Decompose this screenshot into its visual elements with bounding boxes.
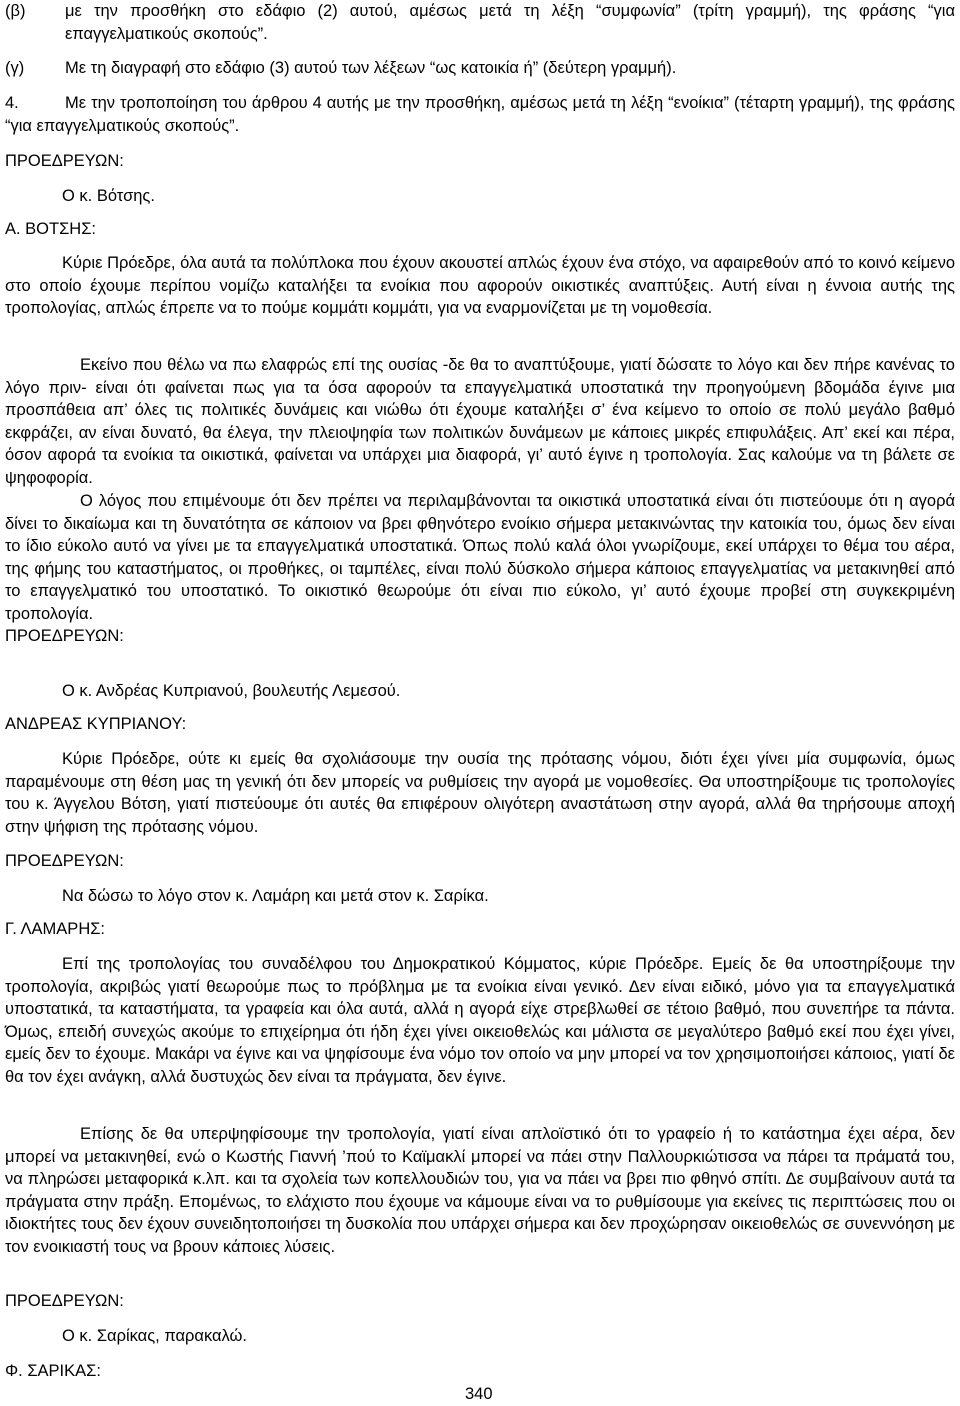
- speaker-label: Α. ΒΟΤΣΗΣ:: [5, 220, 96, 238]
- speaker-label: Φ. ΣΑΡΙΚΑΣ:: [5, 1362, 101, 1380]
- paragraph: Επίσης δε θα υπερψηφίσουμε την τροπολογία, γιατί είναι απλοϊστικό ότι το γραφείο ή το κατάστημα έχει αέρα, δεν μπορεί να μετακινηθεί, ενώ ο Κωστής Γιαννή ’πού το Καϊμακλί μπορεί να πάει στην Παλλουρκιώτισσα να πάρει τα πράματά του, να πληρώσει μεταφορικά κ.λπ. και τα σχολεία των κοπελλουδιών του, για να πάει να βρει πιο φθηνό σπίτι. Δε συμβαίνουν αυτά τα πράγματα στην πράξη. Επομένως, το ελάχιστο που έχουμε να κάμουμε είναι να το ρυθμίσουμε για εκείνες τις περιπτώσεις που οι ιδιοκτήτες τους δεν έχουν συνειδητοποιήσει τη δυσκολία που υπάρχει σήμερα και δεν προχώρησαν οικειοθελώς σε συνεννόηση με τον ενοικιαστή τους να βρουν κάποιες λύσεις.: [5, 1125, 955, 1256]
- paragraph: Κύριε Πρόεδρε, ούτε κι εμείς θα σχολιάσουμε την ουσία της πρότασης νόμου, διότι έχει γίνει μία συμφωνία, όμως παραμένουμε στη θέση μας τη γενική ότι δεν μπορείς να ρυθμίσεις την αγορά με νομοθεσίες. Θα υποστηρίξουμε τις τροπολογίες του κ. Άγγελου Βότση, γιατί πιστεύουμε ότι αυτές θα επιφέρουν ολιγότερη αναστάτωση στην αγορά, αλλά θα τηρήσουμε αποχή στην ψήφιση της πρότασης νόμου.: [5, 750, 955, 836]
- paragraph: Εκείνο που θέλω να πω ελαφρώς επί της ουσίας -δε θα το αναπτύξουμε, γιατί δώσατε το λόγο και δεν πήρε κανένας το λόγο πριν- είναι ότι φαίνεται πως για τα όσα αφορούν τα επαγγελματικά υποστατικά την προηγούμενη βδομάδα έγινε μια προσπάθεια απ’ όλες τις πολιτικές δυνάμεις και νιώθω ότι έχουμε καταλήξει σ’ ένα κείμενο το οποίο σε πολύ μεγάλο βαθμό εκφράζει, αν είναι δυνατό, θα έλεγα, την πλειοψηφία των πολιτικών δυνάμεων με κάποιες μικρές επιφυλάξεις. Απ’ εκεί και πέρα, όσον αφορά τα ενοίκια τα οικιστικά, φαίνεται να υπάρχει μια διαφορά, γι’ αυτό έγινε η τροπολογία. Σας καλούμε να τη βάλετε σε ψηφοφορία.: [5, 356, 955, 487]
- chair-statement: Να δώσω το λόγο στον κ. Λαμάρη και μετά στον κ. Σαρίκα.: [62, 887, 489, 905]
- page-number: 340: [465, 1385, 493, 1403]
- paragraph: Κύριε Πρόεδρε, όλα αυτά τα πολύπλοκα που έχουν ακουστεί απλώς έχουν ένα στόχο, να αφαιρεθούν από το κοινό κείμενο στο οποίο έχουμε περίπου νομίζω καταλήξει τα ενοίκια που αφορούν οικιστικές αναπτύξεις. Αυτή είναι η έννοια αυτής της τροπολογίας, απλώς έπρεπε να το πούμε κομμάτι κομμάτι, για να εναρμονίζεται με τη νομοθεσία.: [5, 254, 955, 317]
- speaker-label: ΠΡΟΕΔΡΕΥΩΝ:: [5, 627, 124, 645]
- item-label: (γ): [5, 59, 25, 77]
- chair-statement: Ο κ. Ανδρέας Κυπριανού, βουλευτής Λεμεσού.: [62, 682, 401, 700]
- speaker-label: ΠΡΟΕΔΡΕΥΩΝ:: [5, 852, 124, 870]
- item-label: (β): [5, 2, 26, 20]
- chair-statement: Ο κ. Σαρίκας, παρακαλώ.: [62, 1327, 248, 1345]
- item-label: 4.: [5, 94, 19, 112]
- item-text: με την προσθήκη στο εδάφιο (2) αυτού, αμέσως μετά τη λέξη “συμφωνία” (τρίτη γραμμή), της φράσης “για επαγγελματικούς σκοπούς”.: [65, 2, 955, 43]
- item-text: Με τη διαγραφή στο εδάφιο (3) αυτού των λέξεων “ως κατοικία ή” (δεύτερη γραμμή).: [65, 59, 677, 77]
- item-text: Με την τροποποίηση του άρθρου 4 αυτής με την προσθήκη, αμέσως μετά τη λέξη “ενοίκια” (τέταρτη γραμμή), της φράσης “για επαγγελματικούς σκοπούς”.: [5, 94, 955, 135]
- speaker-label: Γ. ΛΑΜΑΡΗΣ:: [5, 920, 106, 938]
- speaker-label: ΑΝΔΡΕΑΣ ΚΥΠΡΙΑΝΟΥ:: [5, 715, 187, 733]
- speaker-label: ΠΡΟΕΔΡΕΥΩΝ:: [5, 152, 124, 170]
- paragraph: Επί της τροπολογίας του συναδέλφου του Δημοκρατικού Κόμματος, κύριε Πρόεδρε. Εμείς δε θα υποστηρίξουμε την τροπολογία, ακριβώς γιατί θεωρούμε πως το πρόβλημα με τα ενοίκια είναι γενικό. Δεν είναι ειδικό, μόνο για τα επαγγελματικά υποστατικά, τα καταστήματα, τα γραφεία και όλα αυτά, αλλά η αγορά είχε στρεβλωθεί σε τέτοιο βαθμό, που συνεπήρε τα πάντα. Όμως, επειδή συνεχώς ακούμε το επιχείρημα ότι ήδη έχει γίνει οικειοθελώς και μάλιστα σε μεγαλύτερο βαθμό εκεί που έχει γίνει, εμείς δεν το έχουμε. Μακάρι να έγινε και να ψηφίσουμε ένα νόμο τον οποίο να μην μπορεί να τον χρησιμοποιήσει κάποιος, γιατί δε θα τον έχει ανάγκη, αλλά δυστυχώς δεν είναι τα πράγματα, δεν έγινε.: [5, 955, 955, 1086]
- paragraph: Ο λόγος που επιμένουμε ότι δεν πρέπει να περιλαμβάνονται τα οικιστικά υποστατικά είναι ότι πιστεύουμε ότι η αγορά δίνει το δικαίωμα και τη δυνατότητα σε κάποιον να βρει φθηνότερο ενοίκιο σήμερα μετακινώντας την κατοικία του, όμως δεν είναι το ίδιο εύκολο αυτό να γίνει με τα επαγγελματικά υποστατικά. Όπως πολύ καλά όλοι γνωρίζουμε, εκεί υπάρχει το θέμα του αέρα, της φήμης του καταστήματος, οι προθήκες, οι ταμπέλες, είναι πολύ δύσκολο σήμερα κάποιος επαγγελματίας να μετακινηθεί από το επαγγελματικό του υποστατικό. Το οικιστικό θεωρούμε ότι είναι πιο εύκολο, γι’ αυτό έχουμε προβεί στη συγκεκριμένη τροπολογία.: [5, 492, 955, 623]
- chair-statement: Ο κ. Βότσης.: [62, 187, 155, 205]
- speaker-label: ΠΡΟΕΔΡΕΥΩΝ:: [5, 1292, 124, 1310]
